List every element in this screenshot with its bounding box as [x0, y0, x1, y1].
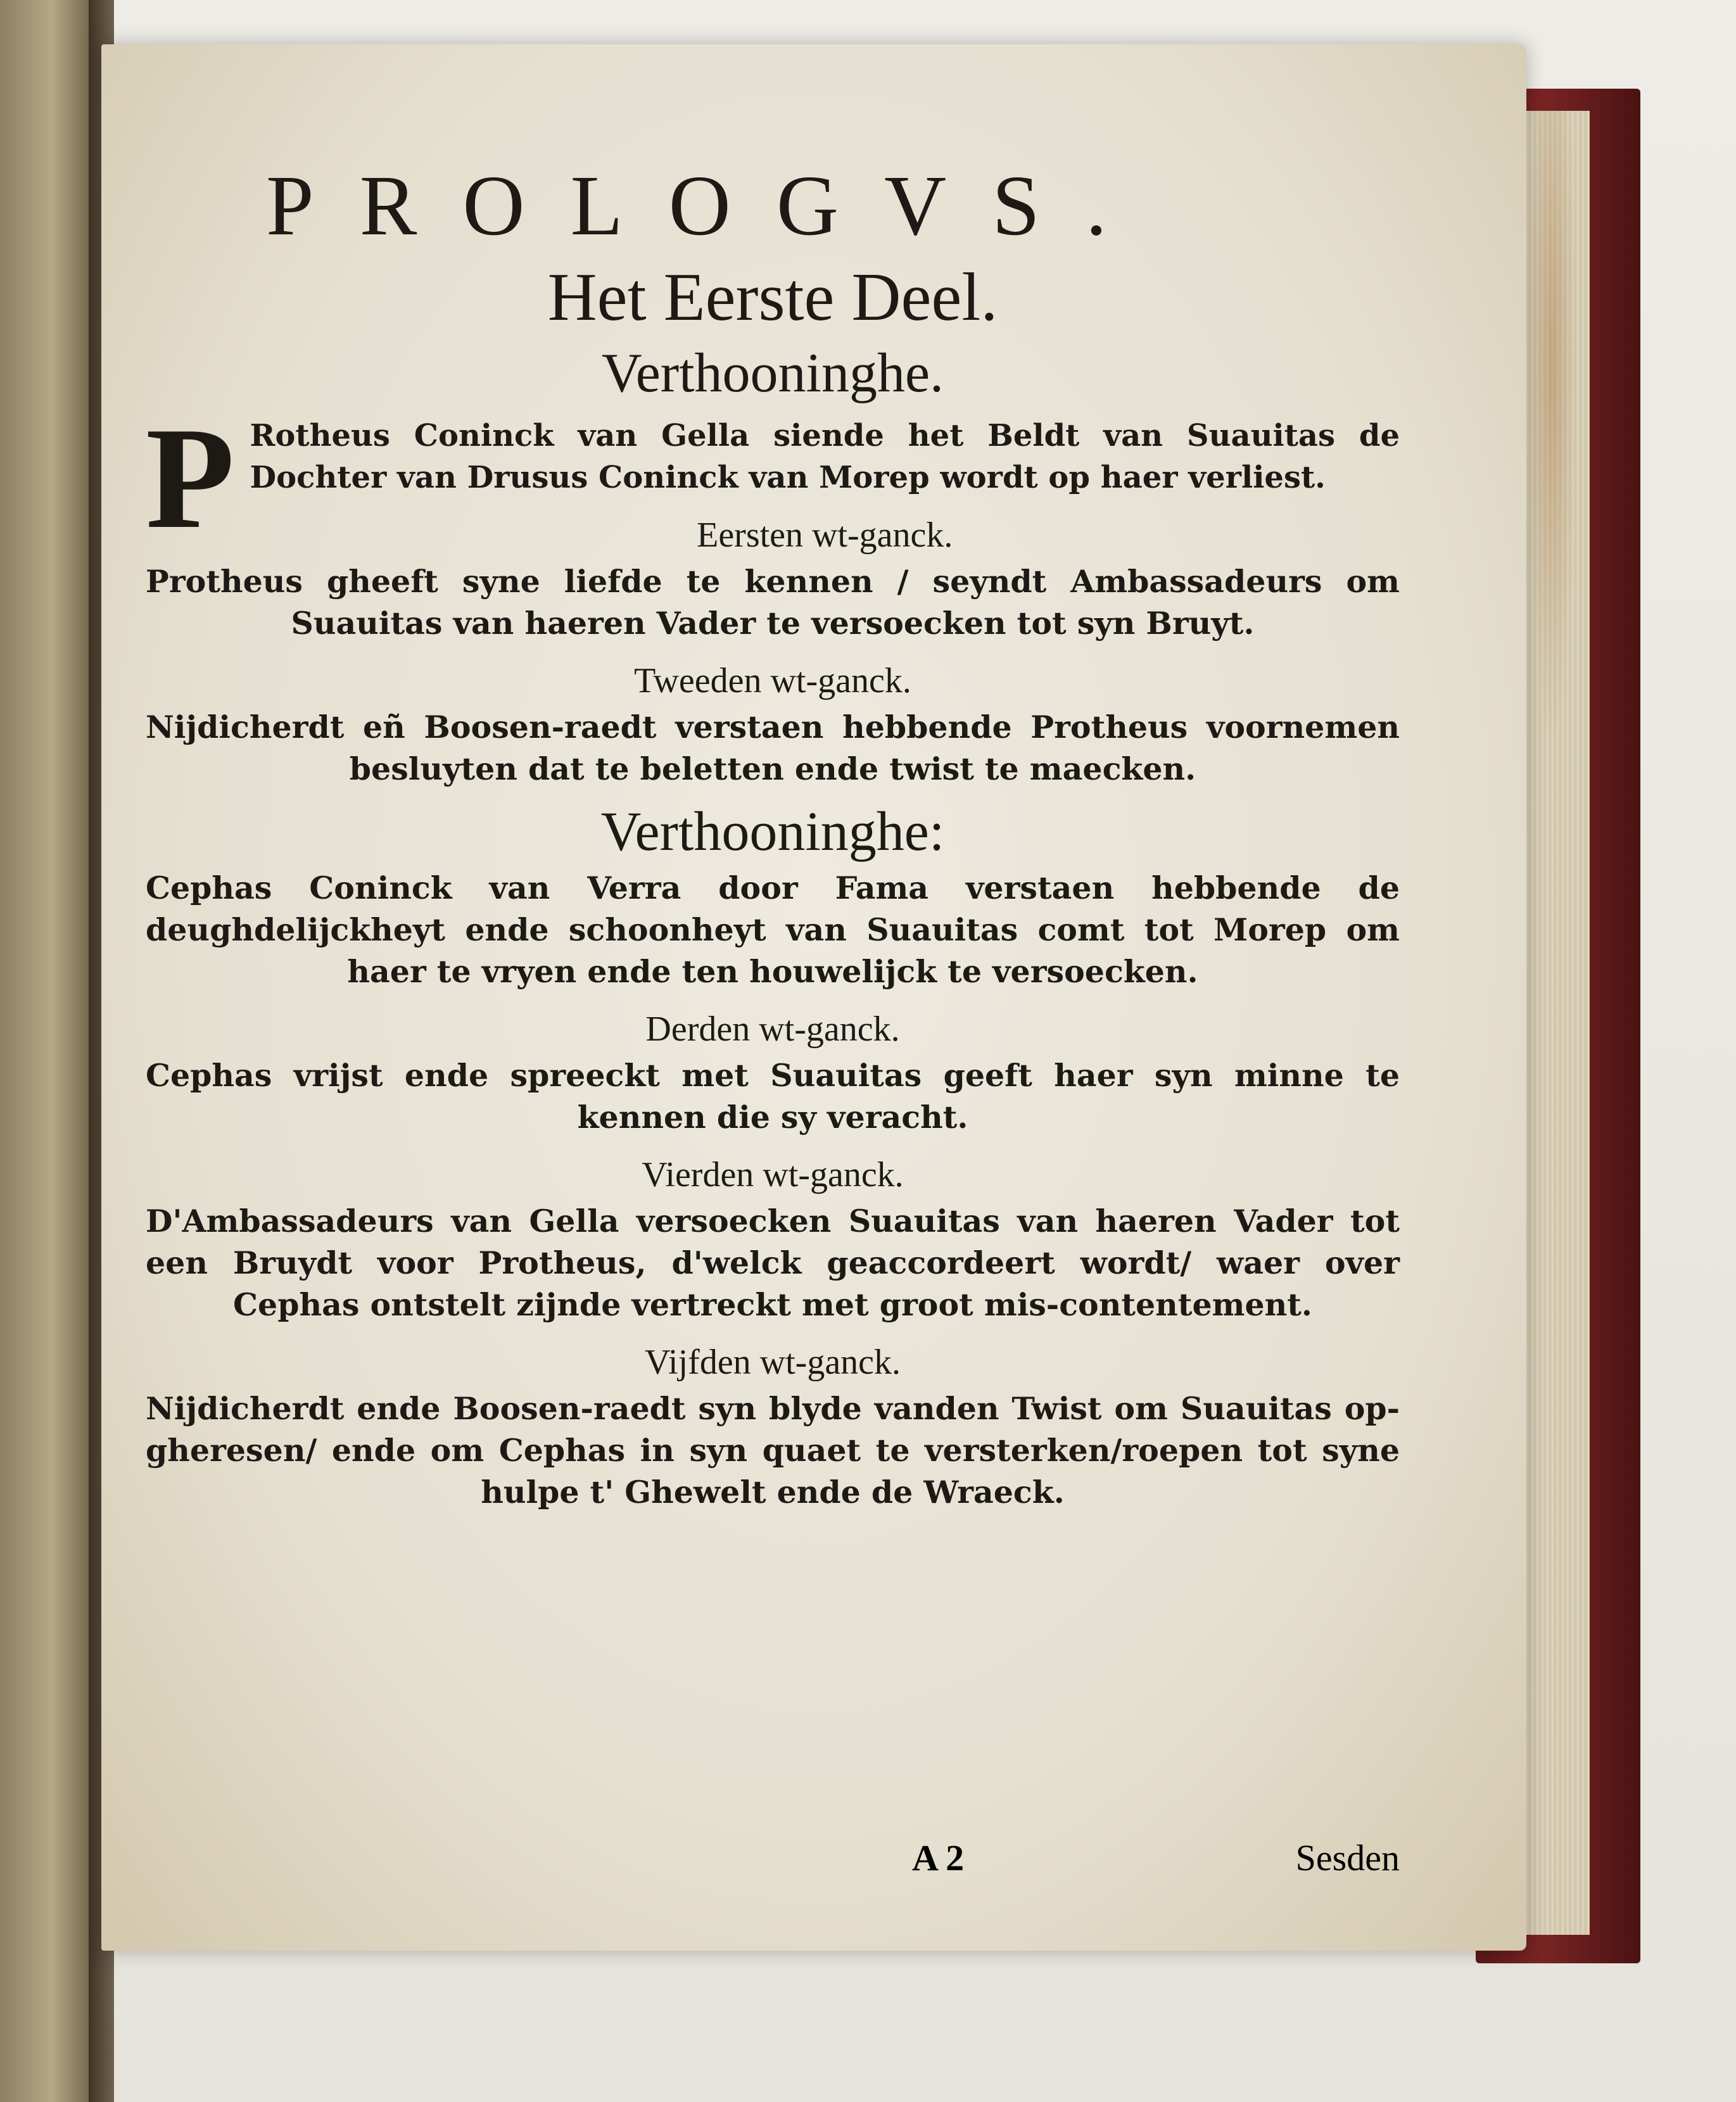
section-heading: Verthooninghe: [600, 801, 945, 863]
section-paragraph: Cephas vrijst ende spreeckt met Suauitas geeft haer syn minne te kennen die sy veracht. [146, 1057, 1400, 1136]
page-text [146, 158, 1400, 1513]
section-heading: Eersten wt-ganck. [697, 516, 953, 555]
section-text: Rotheus Coninck van Gella siende het Beldt van Suauitas de Dochter van Drusus Coninck van Morep wordt op haer verliest. [250, 418, 1400, 495]
page-title: PROLOGVS. [266, 158, 1153, 253]
page-subtitle: Het Eerste Deel. [547, 260, 998, 335]
page-stain [1526, 111, 1577, 744]
section-heading: Vierden wt-ganck. [642, 1155, 904, 1194]
section-paragraph: Cephas Coninck van Verra door Fama verstaen hebbende de deughdelijckheyt ende schoonheyt van Suauitas comt tot Morep om haer te vryen ende ten houwelijck te versoecken. [146, 870, 1400, 990]
page-footer [146, 1837, 1400, 1887]
section-paragraph: Protheus gheeft syne liefde te kennen / seyndt Ambassadeurs om Suauitas van haeren Vader te versoecken tot syn Bruyt. [146, 563, 1400, 642]
section-heading: Vijfden wt-ganck. [644, 1343, 901, 1382]
section-paragraph: D'Ambassadeurs van Gella versoecken Suauitas van haeren Vader tot een Bruydt voor Protheus, d'welck geaccordeert wordt/ waer over Cephas ontstelt zijnde vertreckt met groot mis-contentement. [146, 1203, 1400, 1323]
section-heading: Tweeden wt-ganck. [634, 661, 911, 700]
facing-page-edge [0, 0, 95, 2102]
section-paragraph: Nijdicherdt ende Boosen-raedt syn blyde vanden Twist om Suauitas op-gheresen/ ende om Cephas in syn quaet te versterken/roepen tot syne hulpe t' Ghewelt ende de Wraeck. [146, 1390, 1400, 1510]
section-heading: Verthooninghe. [601, 343, 944, 404]
signature-mark: A 2 [912, 1837, 965, 1878]
drop-cap: P [146, 397, 235, 559]
catchword: Sesden [1295, 1837, 1400, 1878]
section-paragraph: Nijdicherdt eñ Boosen-raedt verstaen hebbende Protheus voornemen besluyten dat te beletten ende twist te maecken. [146, 709, 1400, 787]
section-heading: Derden wt-ganck. [645, 1010, 900, 1049]
